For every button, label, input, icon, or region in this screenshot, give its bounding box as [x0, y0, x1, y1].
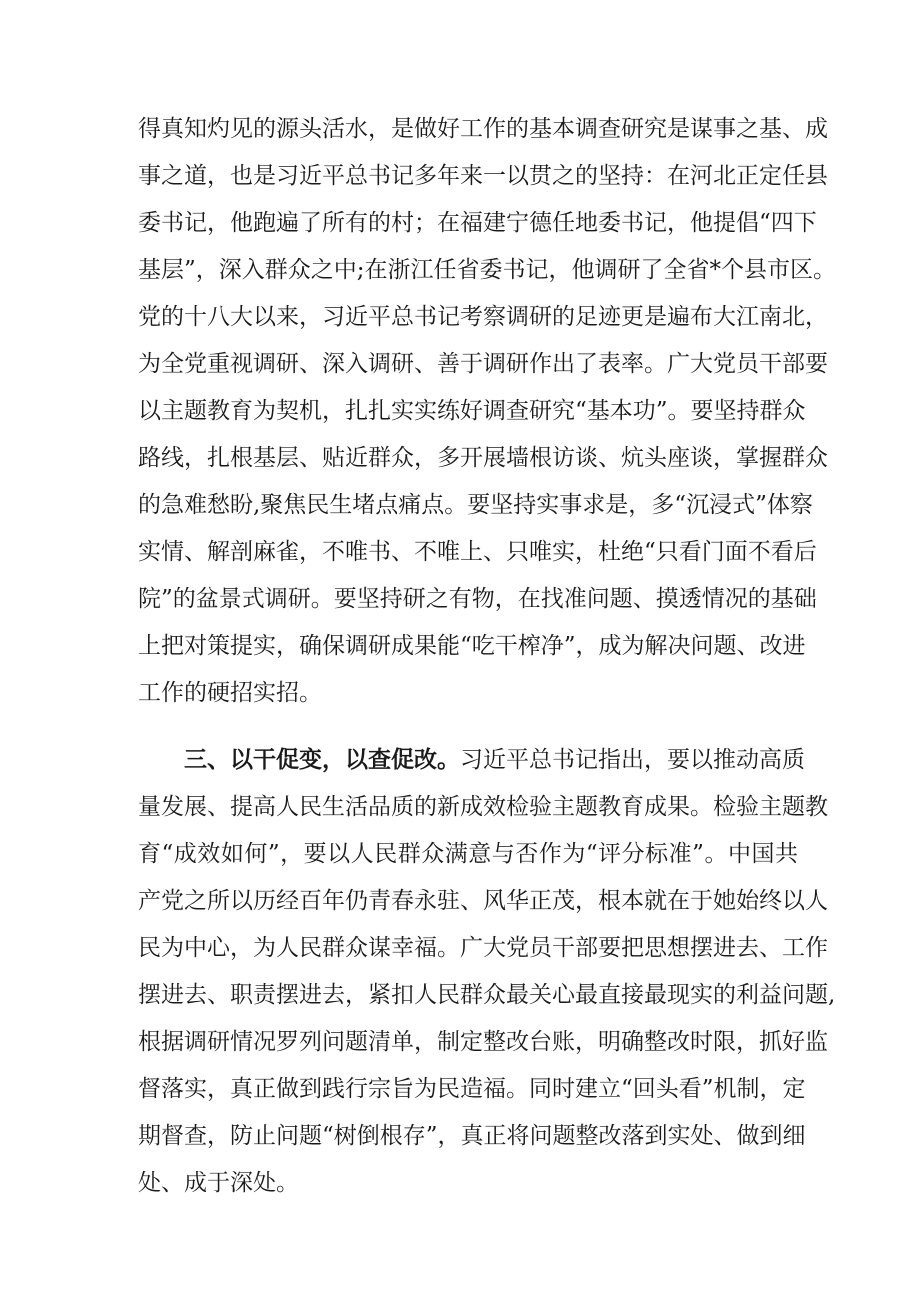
section-first-line-text: 习近平总书记指出，要以推动高质	[460, 747, 805, 773]
text-line: 根据调研情况罗列问题清单，制定整改台账，明确整改时限，抓好监	[138, 1029, 828, 1055]
text-line: 院”的盆景式调研。要坚持研之有物，在找准问题、摸透情况的基础	[138, 586, 817, 612]
text-line: 督落实，真正做到践行宗旨为民造福。同时建立“回头看”机制，定	[138, 1076, 806, 1102]
text-line: 期督查，防止问题“树倒根存”，真正将问题整改落到实处、做到细	[138, 1123, 806, 1149]
text-line: 工作的硬招实招。	[138, 680, 322, 706]
text-line: 委书记，他跑遍了所有的村；在福建宁德任地委书记，他提倡“四下	[138, 210, 817, 236]
section-first-line	[184, 745, 805, 775]
text-line: 育“成效如何”，要以人民群众满意与否作为“评分标准”。中国共	[138, 841, 798, 867]
text-line: 得真知灼见的源头活水，是做好工作的基本调查研究是谋事之基、成	[138, 116, 828, 142]
text-line: 事之道，也是习近平总书记多年来一以贯之的坚持：在河北正定任县	[138, 163, 828, 189]
text-line: 民为中心，为人民群众谋幸福。广大党员干部要把思想摆进去、工作	[138, 935, 828, 961]
text-line: 量发展、提高人民生活品质的新成效检验主题教育成果。检验主题教	[138, 794, 828, 820]
text-line: 基层”，深入群众之中;在浙江任省委书记，他调研了全省*个县市区。	[138, 257, 837, 283]
text-line: 实情、解剖麻雀，不唯书、不唯上、只唯实，杜绝“只看门面不看后	[138, 539, 817, 565]
text-line: 上把对策提实，确保调研成果能“吃干榨净”，成为解决问题、改进	[138, 633, 806, 659]
text-line: 路线，扎根基层、贴近群众，多开展墙根访谈、炕头座谈，掌握群众	[138, 445, 828, 471]
text-line: 产党之所以历经百年仍青春永驻、风华正茂，根本就在于她始终以人	[138, 888, 828, 914]
text-line: 党的十八大以来，习近平总书记考察调研的足迹更是遍布大江南北，	[138, 304, 828, 330]
text-line: 的急难愁盼,聚焦民生堵点痛点。要坚持实事求是，多“沉浸式”体察	[138, 492, 813, 518]
section-heading: 三、以干促变，以查促改。	[184, 747, 460, 773]
text-line: 以主题教育为契机，扎扎实实练好调查研究“基本功”。要坚持群众	[138, 398, 806, 424]
text-line: 处、成于深处。	[138, 1170, 299, 1196]
text-line: 摆进去、职责摆进去，紧扣人民群众最关心最直接最现实的利益问题,	[138, 982, 836, 1008]
text-line: 为全党重视调研、深入调研、善于调研作出了表率。广大党员干部要	[138, 351, 828, 377]
